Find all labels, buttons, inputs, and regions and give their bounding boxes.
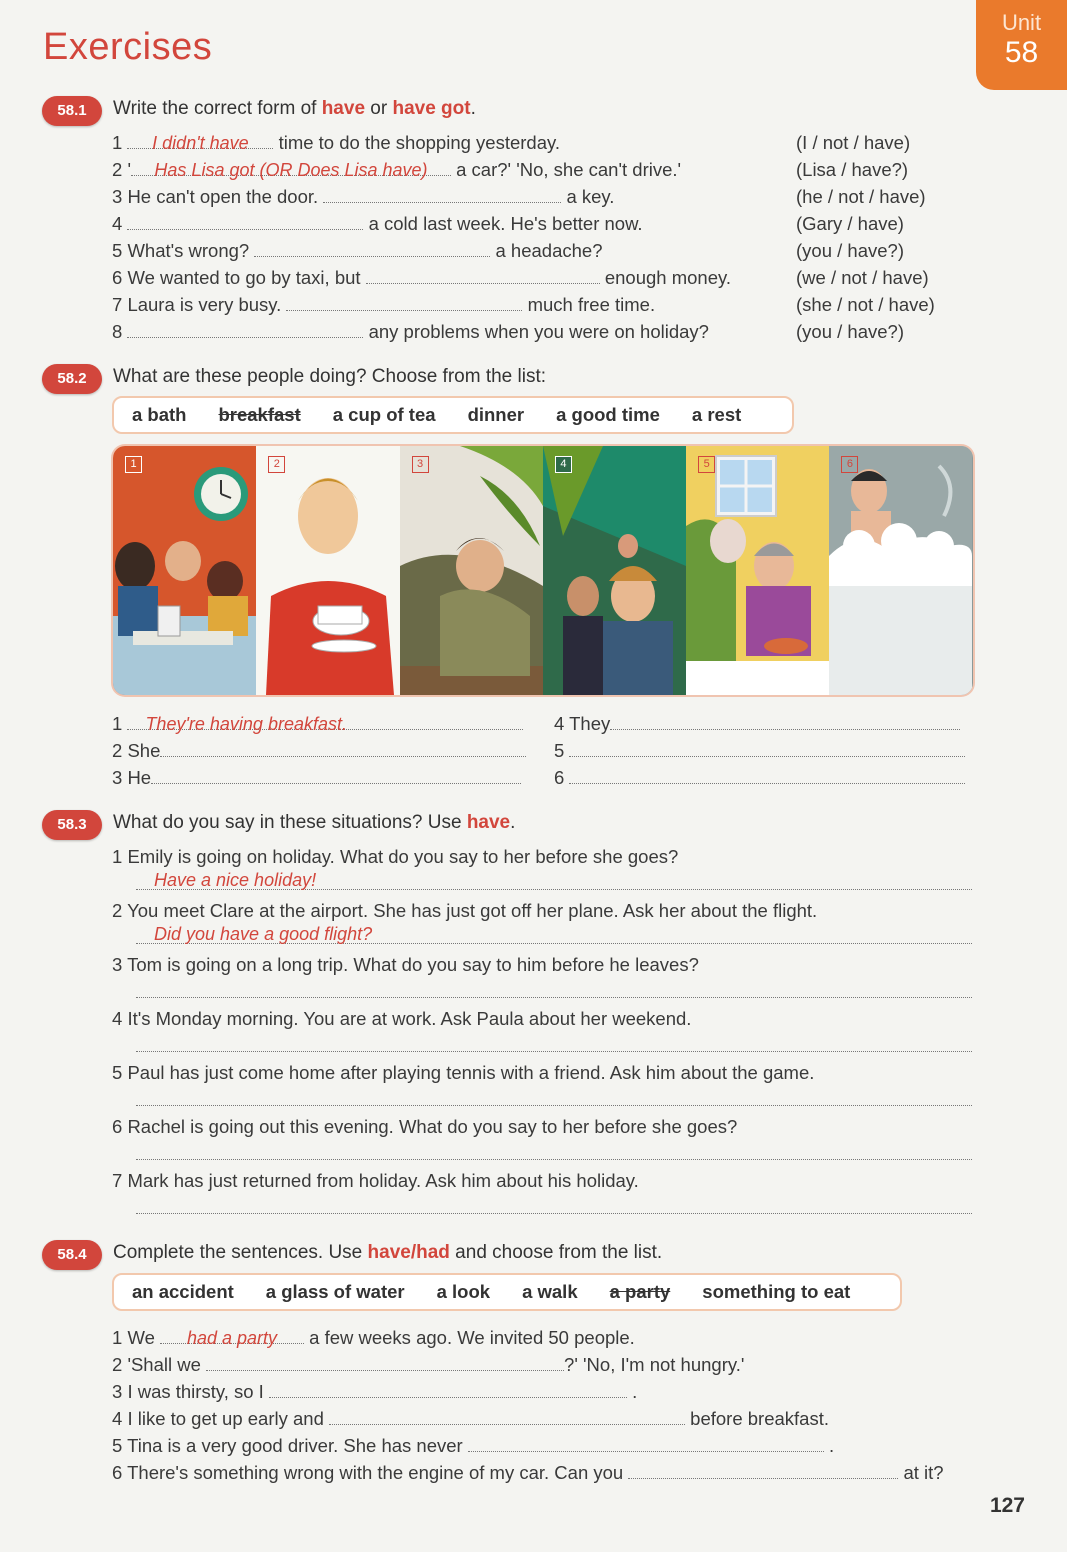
item-number: 3 [112,1381,123,1402]
illustration-panel-3 [400,446,543,695]
ex2-answer [554,767,965,789]
ex4-item [112,1462,944,1484]
word-option: a rest [691,404,742,425]
exercise-badge-58-3: 58.3 [42,810,102,840]
item-text: Laura is very busy. [127,294,287,315]
answer-blank[interactable] [254,240,490,257]
panel-number: 6 [841,456,858,473]
panel-number: 1 [125,456,142,473]
item-text: Emily is going on holiday. What do you say to her before she goes? [127,846,679,867]
item-hint: (she / not / have) [796,294,935,315]
ex1-item [112,213,643,235]
item-number: 1 [112,846,123,867]
item-hint: (Lisa / have?) [796,159,909,180]
item-number: 4 [554,713,565,734]
illustration-panel-6 [829,446,972,695]
item-hint: (you / have?) [796,240,904,261]
word-option: a look [436,1281,491,1302]
answer-blank[interactable] [127,321,363,338]
item-text: much free time. [522,294,656,315]
answer-blank[interactable] [269,1381,627,1398]
item-text: I was thirsty, so I [127,1381,269,1402]
item-text: a cold last week. He's better now. [363,213,643,234]
answer-blank[interactable] [127,713,523,734]
item-number: 5 [112,240,123,261]
ex2-answer [112,713,523,735]
item-text: a headache? [490,240,603,261]
ex3-question [112,1116,737,1138]
exercise-58-1-heading [113,98,476,120]
item-text: Tom is going on a long trip. What do you say to him before he leaves? [127,954,699,975]
ex2-answer [554,740,965,762]
item-text: a few weeks ago. We invited 50 people. [304,1327,635,1348]
heading-text: What do you say in these situations? Use [113,812,467,833]
item-number: 1 [112,713,123,734]
exercise-badge-58-4: 58.4 [42,1240,102,1270]
item-text: He can't open the door. [127,186,324,207]
item-text: What's wrong? [127,240,255,261]
illustration-panel-2 [256,446,399,695]
item-hint: (I / not / have) [796,132,911,153]
heading-text: Write the correct form of [113,98,322,119]
item-number: 1 [112,1327,123,1348]
unit-number: 58 [1004,36,1039,69]
item-text: We [127,1327,160,1348]
answer-blank[interactable] [136,978,972,998]
ex4-item [112,1327,635,1349]
answer-text: I didn't have [152,133,249,153]
item-text: We wanted to go by taxi, but [127,267,366,288]
ex4-item [112,1408,829,1430]
item-text: It's Monday morning. You are at work. Ask Paula about her weekend. [127,1008,692,1029]
bath-illustration [829,446,972,695]
word-option: a walk [522,1281,578,1302]
panel-number: 5 [698,456,715,473]
heading-text: . [510,812,516,833]
item-text: . [626,1381,638,1402]
word-list-58-4 [112,1273,902,1311]
illustration-panel-1 [113,446,256,695]
answer-blank[interactable] [468,1435,824,1452]
exercise-badge-58-2: 58.2 [42,364,102,394]
item-text: I like to get up early and [127,1408,330,1429]
item-text: a car?' 'No, she can't drive.' [450,159,682,180]
item-text: You meet Clare at the airport. She has just got off her plane. Ask her about the flight. [127,900,818,921]
answer-blank[interactable] [206,1354,564,1371]
dinner-illustration [686,446,829,695]
item-number: 4 [112,1008,123,1029]
answer-blank[interactable] [127,213,363,230]
ex4-item [112,1435,834,1457]
ex1-item [112,240,603,262]
item-text: Rachel is going out this evening. What do you say to her before she goes? [127,1116,738,1137]
item-number: 6 [554,767,565,788]
item-text: ?' 'No, I'm not hungry.' [564,1354,745,1375]
heading-keyword: have [466,812,511,833]
item-number: 4 [112,1408,123,1429]
illustration-panel-5 [686,446,829,695]
item-text: Paul has just come home after playing tennis with a friend. Ask him about the game. [127,1062,815,1083]
item-text: Mark has just returned from holiday. Ask him about his holiday. [127,1170,639,1191]
item-number: 5 [554,740,565,761]
answer-blank[interactable] [136,1194,972,1214]
item-hint: (Gary / have) [796,213,904,234]
answer-text: Did you have a good flight? [154,924,373,944]
item-text: 'Shall we [127,1354,207,1375]
item-number: 3 [112,954,123,975]
ex1-item [112,321,709,343]
party-illustration [543,446,686,695]
item-number: 2 [112,900,123,921]
answer-blank[interactable] [136,1032,972,1052]
answer-text: Have a nice holiday! [154,870,317,890]
item-number: 2 [112,740,123,761]
item-number: 2 [112,1354,123,1375]
answer-blank[interactable] [136,924,972,944]
illustration-panel-4 [543,446,686,695]
heading-text: and choose from the list. [449,1242,663,1263]
tea-illustration [256,446,399,695]
exercise-58-2-heading: What are these people doing? Choose from the list: [113,366,547,387]
item-text: . [823,1435,835,1456]
ex2-answer [112,740,526,762]
ex3-question [112,1062,814,1084]
exercise-58-3-heading [113,812,515,834]
unit-label: Unit [1001,10,1042,35]
breakfast-illustration [113,446,256,695]
word-list-58-2 [112,396,794,434]
answer-blank[interactable] [151,767,521,784]
exercise-badge-58-1: 58.1 [42,96,102,126]
answer-blank[interactable] [131,159,451,180]
illustration-strip [113,446,973,695]
ex3-question [112,954,699,976]
ex3-question [112,1008,691,1030]
answer-blank[interactable] [610,713,960,730]
answer-blank[interactable] [136,1086,972,1106]
answer-blank[interactable] [286,294,522,311]
item-number: 3 [112,186,123,207]
ex4-item [112,1354,744,1376]
heading-keyword: have got [392,98,471,119]
item-text: before breakfast. [685,1408,829,1429]
ex3-question [112,1170,639,1192]
panel-number: 2 [268,456,285,473]
answer-blank[interactable] [160,740,526,757]
ex1-item [112,267,731,289]
item-number: 3 [112,767,123,788]
item-hint: (you / have?) [796,321,904,342]
item-number: 6 [112,1116,123,1137]
item-number: 1 [112,132,123,153]
word-option-used: a party [609,1281,671,1302]
item-number: 5 [112,1062,123,1083]
word-option: something to eat [702,1281,851,1302]
heading-keyword: have [321,98,366,119]
answer-text: Has Lisa got (OR Does Lisa have) [154,160,428,180]
ex3-question [112,900,817,922]
answer-blank[interactable] [323,186,561,203]
item-text: ' [127,159,131,180]
item-text: at it? [898,1462,944,1483]
item-text: She [127,740,161,761]
word-option: a glass of water [265,1281,405,1302]
answer-blank[interactable] [569,767,965,784]
item-text: There's something wrong with the engine of my car. Can you [127,1462,629,1483]
word-option: a good time [556,404,660,425]
ex2-answer [554,713,960,735]
item-text: Tina is a very good driver. She has never [127,1435,468,1456]
answer-blank[interactable] [136,1140,972,1160]
item-text: any problems when you were on holiday? [363,321,709,342]
answer-blank[interactable] [628,1462,898,1479]
word-option-used: breakfast [218,404,301,425]
ex3-question [112,846,678,868]
answer-text: They're having breakfast. [145,714,347,734]
item-number: 5 [112,1435,123,1456]
page-number: 127 [989,1494,1025,1517]
answer-text: had a party [186,1328,278,1348]
unit-tab [976,0,1067,90]
answer-blank[interactable] [569,740,965,757]
ex4-item [112,1381,637,1403]
heading-text: . [470,98,476,119]
word-option: a cup of tea [332,404,436,425]
answer-blank[interactable] [127,132,273,153]
heading-keyword: have/had [367,1242,450,1263]
word-option: an accident [132,1281,234,1302]
item-number: 8 [112,321,123,342]
item-hint: (we / not / have) [796,267,929,288]
ex1-item [112,132,560,154]
page-title: Exercises [43,26,213,68]
ex2-answer [112,767,521,789]
ex1-item [112,294,655,316]
ex1-item [112,186,614,208]
answer-blank[interactable] [366,267,600,284]
item-text: a key. [561,186,615,207]
word-option: dinner [467,404,525,425]
item-number: 6 [112,1462,123,1483]
item-number: 6 [112,267,123,288]
ex1-item [112,159,681,181]
rest-illustration [400,446,543,695]
item-number: 7 [112,1170,123,1191]
answer-blank[interactable] [329,1408,685,1425]
item-text: time to do the shopping yesterday. [273,132,561,153]
item-text: They [569,713,611,734]
item-text: He [127,767,152,788]
answer-blank[interactable] [160,1327,304,1348]
item-text: enough money. [599,267,731,288]
heading-text: or [365,98,393,119]
item-hint: (he / not / have) [796,186,926,207]
item-number: 4 [112,213,123,234]
exercise-58-4-heading [113,1242,662,1264]
item-number: 2 [112,159,123,180]
panel-number: 4 [555,456,572,473]
item-number: 7 [112,294,123,315]
panel-number: 3 [412,456,429,473]
heading-text: Complete the sentences. Use [113,1242,368,1263]
answer-blank[interactable] [136,870,972,890]
word-option: a bath [132,404,187,425]
